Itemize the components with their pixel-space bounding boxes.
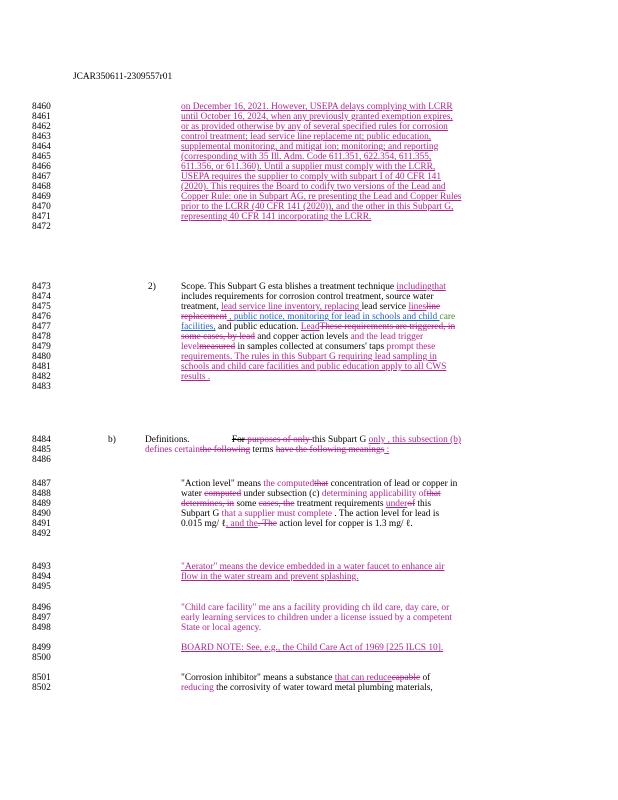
line-number: 8465 xyxy=(32,152,51,162)
line-number: 8481 xyxy=(32,362,51,372)
text-line: requirements. The rules in this Subpart G requiring lead sampling in xyxy=(181,352,437,362)
document-header: JCAR350611-2309557r01 xyxy=(73,72,173,82)
text-line: reducing the corrosivity of water toward metal plumbing materials, xyxy=(181,683,433,693)
line-number: 8461 xyxy=(32,112,51,122)
text-line: USEPA requires the supplier to comply with subpart I of 40 CFR 141 xyxy=(181,172,442,182)
text-line: flow in the water stream and prevent splashing. xyxy=(181,572,359,582)
line-number: 8466 xyxy=(32,162,51,172)
line-number: 8478 xyxy=(32,332,51,342)
item-marker-2: 2) xyxy=(148,282,156,292)
line-number: 8484 xyxy=(32,435,51,445)
text-line: control treatment; lead service line replaceme nt; public education, xyxy=(181,132,432,142)
line-number: 8474 xyxy=(32,292,51,302)
text-line: (corresponding with 35 Ill. Adm. Code 611.351, 622.354, 611.355, xyxy=(181,152,432,162)
line-number: 8493 xyxy=(32,562,51,572)
text-line: 611.356, or 611.360). Until a supplier must comply with the LCRR, xyxy=(181,162,436,172)
item-marker-b: b) xyxy=(108,435,116,445)
text-line: Subpart G that a supplier must complete . The action level for lead is xyxy=(181,509,440,519)
line-number: 8491 xyxy=(32,519,51,529)
line-number: 8469 xyxy=(32,192,51,202)
line-number: 8483 xyxy=(32,382,51,392)
text-line: some cases, by lead and copper action levels and the lead trigger xyxy=(181,332,424,342)
text-line: early learning services to children under a license issued by a competent xyxy=(181,613,452,623)
line-number: 8496 xyxy=(32,603,51,613)
line-number: 8498 xyxy=(32,623,51,633)
line-number: 8489 xyxy=(32,499,51,509)
text-line: until October 16, 2024, when any previously granted exemption expires, xyxy=(181,112,453,122)
line-number: 8497 xyxy=(32,613,51,623)
line-number: 8464 xyxy=(32,142,51,152)
text-line: levelmeasured in samples collected at consumers' taps prompt these xyxy=(181,342,436,352)
line-number: 8494 xyxy=(32,572,51,582)
text-line: supplemental monitoring, and mitigat ion; monitoring; and reporting xyxy=(181,142,439,152)
text-line: water computed under subsection (c) determining applicability ofthat xyxy=(181,489,441,499)
text-line: Scope. This Subpart G esta blishes a treatment technique includingthat xyxy=(181,282,446,292)
line-number: 8499 xyxy=(32,643,51,653)
text-line: includes requirements for corrosion control treatment, source water xyxy=(181,292,434,302)
text-line: defines certainthe following terms have the following meanings : xyxy=(145,445,390,455)
text-line: prior to the LCRR (40 CFR 141 (2020)), and the other in this Subpart G, xyxy=(181,202,454,212)
text-line: Definitions. For purposes of only this Subpart G only , this subsection (b) xyxy=(145,435,462,445)
text-line: results . xyxy=(181,372,211,382)
line-number: 8477 xyxy=(32,322,51,332)
line-number: 8487 xyxy=(32,479,51,489)
line-number: 8468 xyxy=(32,182,51,192)
line-number: 8463 xyxy=(32,132,51,142)
line-number: 8472 xyxy=(32,222,51,232)
text-line: or as provided otherwise by any of several specified rules for corrosion xyxy=(181,122,448,132)
text-line: schools and child care facilities and public education apply to all CWS xyxy=(181,362,447,372)
text-line: 0.015 mg/ ℓ, and the. The action level for copper is 1.3 mg/ ℓ. xyxy=(181,519,413,529)
text-line: replacement , public notice, monitoring for lead in schools and child care xyxy=(181,312,456,322)
line-number: 8492 xyxy=(32,529,51,539)
line-number: 8476 xyxy=(32,312,51,322)
text-line: facilities, and public education. LeadThese requirements are triggered, in xyxy=(181,322,456,332)
line-number: 8470 xyxy=(32,202,51,212)
text-line: "Child care facility" me ans a facility providing ch ild care, day care, or xyxy=(181,603,450,613)
line-number: 8488 xyxy=(32,489,51,499)
text-line: representing 40 CFR 141 incorporating the LCRR. xyxy=(181,212,372,222)
line-number: 8471 xyxy=(32,212,51,222)
text-line: "Corrosion inhibitor" means a substance that can reducecapable of xyxy=(181,673,431,683)
line-number: 8500 xyxy=(32,653,51,663)
line-number: 8486 xyxy=(32,455,51,465)
text-line: "Aerator" means the device embedded in a water faucet to enhance air xyxy=(181,562,445,572)
text-line: State or local agency. xyxy=(181,623,262,633)
line-number: 8460 xyxy=(32,102,51,112)
text-line: determines, in some cases, the treatment requirements underof this xyxy=(181,499,431,509)
line-number: 8475 xyxy=(32,302,51,312)
text-line: BOARD NOTE: See, e.g., the Child Care Act of 1969 [225 ILCS 10]. xyxy=(181,643,444,653)
line-number: 8467 xyxy=(32,172,51,182)
line-number: 8490 xyxy=(32,509,51,519)
line-number: 8473 xyxy=(32,282,51,292)
text-line: "Action level" means the computedthat concentration of lead or copper in xyxy=(181,479,458,489)
line-number: 8462 xyxy=(32,122,51,132)
text-line: (2020). This requires the Board to codify two versions of the Lead and xyxy=(181,182,446,192)
text-line: Copper Rule: one in Subpart AG, re presenting the Lead and Copper Rules xyxy=(181,192,462,202)
line-number: 8479 xyxy=(32,342,51,352)
line-number: 8501 xyxy=(32,673,51,683)
line-number: 8495 xyxy=(32,582,51,592)
text-line: treatment, lead service line inventory, replacing lead service linesline xyxy=(181,302,441,312)
line-number: 8502 xyxy=(32,683,51,693)
line-number: 8480 xyxy=(32,352,51,362)
text-line: on December 16, 2021. However, USEPA delays complying with LCRR xyxy=(181,102,453,112)
line-number: 8485 xyxy=(32,445,51,455)
line-number: 8482 xyxy=(32,372,51,382)
